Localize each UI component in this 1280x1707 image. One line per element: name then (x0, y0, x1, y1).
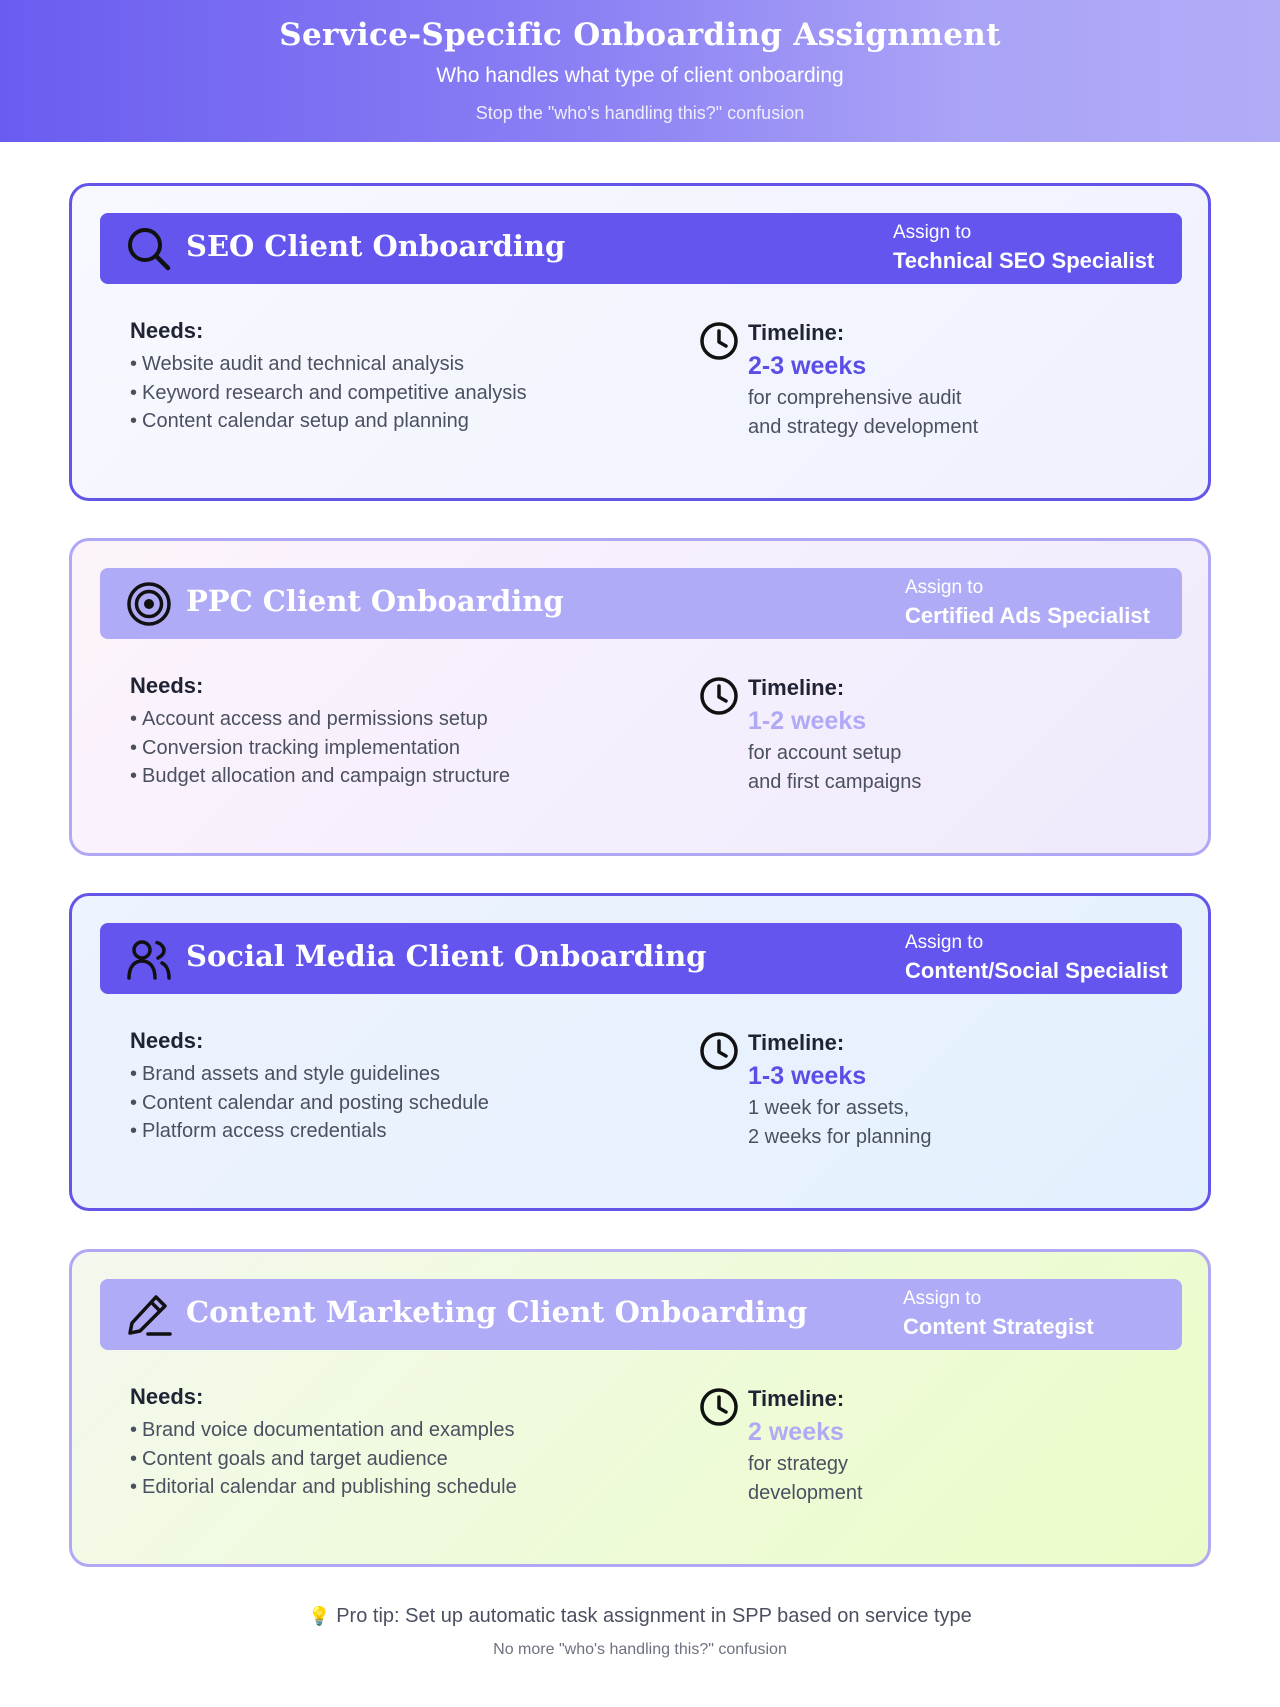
assignee-role: Content Strategist (903, 1314, 1094, 1339)
timeline-desc: for strategy (748, 1453, 849, 1475)
list-item: • Brand voice documentation and examples (130, 1416, 517, 1445)
needs-list (130, 350, 527, 436)
list-item: • Platform access credentials (130, 1117, 489, 1146)
needs-heading: Needs: (130, 1028, 204, 1053)
users-icon (126, 936, 172, 982)
needs-heading: Needs: (130, 318, 204, 343)
card-social-media (69, 893, 1211, 1211)
page-subtitle: Who handles what type of client onboarding (436, 64, 844, 87)
timeline-desc: development (748, 1481, 863, 1504)
timeline-duration: 1-3 weeks (748, 1062, 867, 1090)
list-item: • Brand assets and style guidelines (130, 1060, 489, 1089)
lightbulb-icon: 💡 (308, 1606, 331, 1626)
card-header (100, 1279, 1182, 1350)
timeline-desc: for account setup (748, 742, 902, 764)
assign-block (905, 576, 1150, 632)
card-header (100, 923, 1182, 994)
list-item: • Website audit and technical analysis (130, 350, 527, 379)
assign-label: Assign to (893, 222, 972, 243)
needs-section (130, 318, 527, 436)
needs-list (130, 705, 510, 791)
timeline-desc: 2 weeks for planning (748, 1125, 932, 1148)
timeline-duration: 1-2 weeks (748, 707, 867, 735)
list-item: • Content goals and target audience (130, 1445, 517, 1474)
clock-icon (698, 1030, 740, 1072)
footer-note: No more "who's handling this?" confusion (493, 1641, 787, 1658)
pen-icon (126, 1292, 172, 1338)
list-item: • Editorial calendar and publishing schedule (130, 1473, 517, 1502)
needs-heading: Needs: (130, 673, 204, 698)
timeline-heading: Timeline: (748, 1386, 845, 1411)
clock-icon (698, 320, 740, 362)
search-icon (126, 226, 172, 272)
needs-list (130, 1060, 489, 1146)
assign-block (903, 1287, 1094, 1343)
card-seo (69, 183, 1211, 501)
page-header (0, 0, 1280, 142)
timeline-desc: for comprehensive audit (748, 387, 962, 409)
card-ppc (69, 538, 1211, 856)
list-item: • Keyword research and competitive analysis (130, 379, 527, 408)
timeline-desc: 1 week for assets, (748, 1097, 910, 1119)
needs-section (130, 1384, 517, 1502)
assign-label: Assign to (903, 1288, 982, 1309)
assign-block (905, 931, 1168, 987)
needs-section (130, 673, 510, 791)
timeline-heading: Timeline: (748, 1030, 845, 1055)
card-content-marketing (69, 1249, 1211, 1567)
assignee-role: Certified Ads Specialist (905, 603, 1150, 628)
list-item: • Account access and permissions setup (130, 705, 510, 734)
list-item: • Content calendar setup and planning (130, 407, 527, 436)
list-item: • Budget allocation and campaign structure (130, 762, 510, 791)
assign-label: Assign to (905, 932, 984, 953)
card-title: PPC Client Onboarding (186, 584, 564, 618)
page-tagline: Stop the "who's handling this?" confusion (475, 103, 805, 123)
page-title: Service-Specific Onboarding Assignment (279, 17, 1001, 53)
target-icon (126, 581, 172, 627)
needs-section (130, 1028, 489, 1146)
timeline-desc: and strategy development (748, 415, 979, 438)
list-item: • Conversion tracking implementation (130, 734, 510, 763)
needs-heading: Needs: (130, 1384, 204, 1409)
pro-tip (0, 1605, 1280, 1628)
needs-list (130, 1416, 517, 1502)
pro-tip-text: Pro tip: Set up automatic task assignment in SPP based on service type (336, 1605, 972, 1627)
list-item: • Content calendar and posting schedule (130, 1089, 489, 1118)
timeline-duration: 2 weeks (748, 1418, 844, 1446)
timeline-heading: Timeline: (748, 675, 845, 700)
assign-block (893, 221, 1154, 277)
card-title: Content Marketing Client Onboarding (186, 1295, 808, 1329)
card-header (100, 213, 1182, 284)
clock-icon (698, 1386, 740, 1428)
card-title: Social Media Client Onboarding (186, 939, 707, 973)
assign-label: Assign to (905, 577, 984, 598)
card-title: SEO Client Onboarding (186, 229, 566, 263)
timeline-duration: 2-3 weeks (748, 352, 867, 380)
timeline-desc: and first campaigns (748, 770, 922, 793)
clock-icon (698, 675, 740, 717)
assignee-role: Technical SEO Specialist (893, 248, 1155, 273)
timeline-heading: Timeline: (748, 320, 845, 345)
assignee-role: Content/Social Specialist (905, 958, 1168, 983)
card-header (100, 568, 1182, 639)
